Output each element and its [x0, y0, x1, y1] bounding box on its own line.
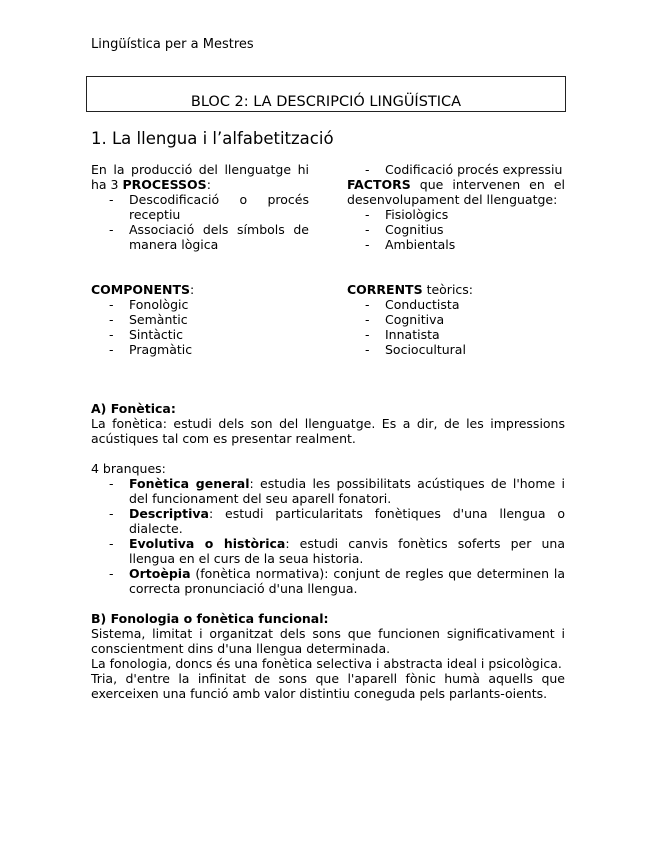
list-item: - Cognitiva	[347, 312, 565, 327]
components-block	[91, 282, 309, 357]
fonologia-section	[91, 611, 565, 701]
list-item: - Conductista	[347, 297, 565, 312]
factors-label: FACTORS	[347, 177, 411, 192]
components-list	[91, 297, 309, 357]
list-item: - Cognitius	[347, 222, 565, 237]
branques-list	[91, 476, 565, 596]
list-item: - Fisiològics	[347, 207, 565, 222]
fonetica-definition: La fonètica: estudi dels son del llenguatge. Es a dir, de les impressions acústiques tal com es presentar realment.	[91, 416, 565, 446]
factors-intro: FACTORS que intervenen en el desenvolupament del llenguatge:	[347, 177, 565, 207]
fonetica-section	[91, 401, 565, 446]
factors-list	[347, 207, 565, 252]
list-item: - Sociocultural	[347, 342, 565, 357]
corrents-block	[347, 282, 565, 357]
branques-intro: 4 branques:	[91, 461, 166, 476]
list-item: - Descodificació o procés receptiu	[91, 192, 309, 222]
components-title: COMPONENTS:	[91, 282, 195, 297]
list-item: - Codificació procés expressiu	[347, 162, 565, 177]
processos-list-continued	[347, 162, 565, 177]
branques-block	[91, 461, 565, 596]
processos-list	[91, 192, 309, 252]
bloc-title-box	[86, 76, 566, 112]
fonetica-heading: A) Fonètica:	[91, 401, 176, 416]
list-item: - Fonètica general: estudia les possibilitats acústiques de l'home i del funcionament del seu aparell fonatori.	[91, 476, 565, 506]
list-item: - Ambientals	[347, 237, 565, 252]
list-item: - Semàntic	[91, 312, 309, 327]
list-item: - Pragmàtic	[91, 342, 309, 357]
fonologia-paragraph: La fonologia, doncs és una fonètica selectiva i abstracta ideal i psicològica.	[91, 656, 562, 671]
fonologia-paragraph: Tria, d'entre la infinitat de sons que l'aparell fònic humà aquells que exerceixen una funció amb valor distintiu coneguda pels parlants-oients.	[91, 671, 565, 701]
list-item: - Fonològic	[91, 297, 309, 312]
list-item: - Innatista	[347, 327, 565, 342]
list-item: - Descriptiva: estudi particularitats fonètiques d'una llengua o dialecte.	[91, 506, 565, 536]
processos-label: PROCESSOS	[122, 177, 207, 192]
section-title: 1. La llengua i l’alfabetització	[91, 129, 334, 148]
right-column	[347, 162, 565, 252]
page-header: Lingüística per a Mestres	[91, 37, 254, 52]
processos-intro: En la producció del llenguatge hi ha 3 PROCESSOS:	[91, 162, 309, 192]
list-item: - Ortoèpia (fonètica normativa): conjunt de regles que determinen la correcta pronunciació d'una llengua.	[91, 566, 565, 596]
list-item: - Sintàctic	[91, 327, 309, 342]
bloc-title: BLOC 2: LA DESCRIPCIÓ LINGÜÍSTICA	[190, 94, 462, 110]
list-item: - Associació dels símbols de manera lògica	[91, 222, 309, 252]
fonologia-heading: B) Fonologia o fonètica funcional:	[91, 611, 329, 626]
fonologia-paragraph: Sistema, limitat i organitzat dels sons que funcionen significativament i conscientment dins d'una llengua determinada.	[91, 626, 565, 656]
corrents-title: CORRENTS teòrics:	[347, 282, 474, 297]
corrents-list	[347, 297, 565, 357]
left-column	[91, 162, 309, 252]
list-item: - Evolutiva o històrica: estudi canvis fonètics soferts per una llengua en el curs de la seua historia.	[91, 536, 565, 566]
